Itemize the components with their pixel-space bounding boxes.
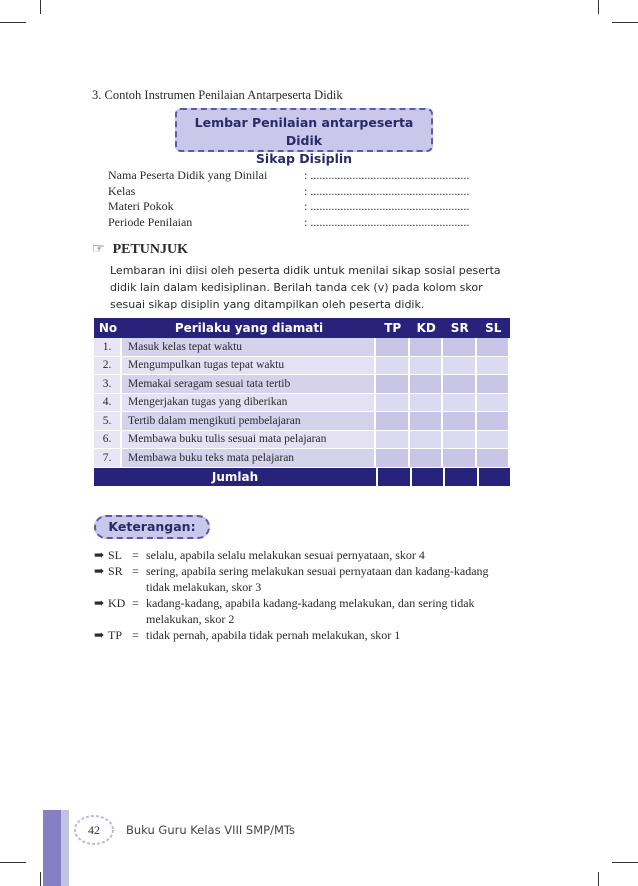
total-cell — [376, 468, 410, 486]
arrow-right-icon: ➡ — [94, 628, 105, 642]
assessment-table — [94, 318, 510, 486]
footer-text: Buku Guru Kelas VIII SMP/MTs — [126, 823, 295, 837]
score-cell[interactable] — [443, 357, 477, 376]
page-sidebar-dark — [43, 810, 61, 886]
page-sidebar-light — [61, 810, 69, 886]
arrow-right-icon: ➡ — [94, 596, 105, 610]
page-number: 42 — [88, 822, 100, 837]
score-cell[interactable] — [477, 357, 511, 376]
score-cell[interactable] — [477, 449, 511, 468]
legend-item: ➡ KD = kadang-kadang, apabila kadang-kadang melakukan, dan sering tidak melakukan, skor 2 — [94, 596, 475, 626]
legend-item: ➡ SR = sering, apabila sering melakukan sesuai pernyataan dan kadang-kadang tidak melakukan, skor 3 — [94, 564, 489, 594]
page-number-badge — [74, 815, 114, 845]
score-cell[interactable] — [477, 412, 511, 431]
arrow-right-icon: ➡ — [94, 564, 105, 578]
score-cell[interactable] — [376, 431, 410, 450]
keterangan-title: Keterangan: — [94, 515, 210, 539]
total-row — [94, 468, 510, 486]
table-row: 2. Mengumpulkan tugas tepat waktu — [94, 357, 510, 376]
field-name: Nama Peserta Didik yang Dinilai : ..................................................... — [108, 168, 470, 182]
table-header — [94, 318, 510, 338]
table-row: 5. Tertib dalam mengikuti pembelajaran — [94, 412, 510, 431]
score-cell[interactable] — [410, 357, 444, 376]
table-row: 6. Membawa buku tulis sesuai mata pelajaran — [94, 431, 510, 450]
header-sr: SR — [450, 321, 469, 335]
score-cell[interactable] — [410, 338, 444, 357]
score-cell[interactable] — [443, 449, 477, 468]
score-cell[interactable] — [477, 394, 511, 413]
table-row: 7. Membawa buku teks mata pelajaran — [94, 449, 510, 468]
score-cell[interactable] — [443, 375, 477, 394]
field-topic: Materi Pokok : ..................................................... — [108, 199, 470, 213]
score-cell[interactable] — [376, 375, 410, 394]
petunjuk-heading: ☞ PETUNJUK — [92, 242, 189, 257]
total-cell — [477, 468, 511, 486]
total-cell — [410, 468, 444, 486]
field-period: Periode Penilaian : ..................................................... — [108, 214, 470, 229]
score-cell[interactable] — [410, 394, 444, 413]
table-row: 3. Memakai seragam sesuai tata tertib — [94, 375, 510, 394]
score-cell[interactable] — [443, 338, 477, 357]
legend-list — [94, 547, 514, 643]
pointing-hand-icon: ☞ — [92, 242, 105, 257]
title-line-2: Sikap Disiplin — [255, 151, 353, 166]
identity-fields — [108, 168, 469, 230]
score-cell[interactable] — [376, 412, 410, 431]
header-kd: KD — [416, 321, 436, 335]
field-class: Kelas : ..................................................... — [108, 183, 470, 198]
title-line-1: Lembar Penilaian antarpeserta Didik — [194, 115, 414, 148]
header-no: No — [98, 321, 118, 335]
score-cell[interactable] — [410, 431, 444, 450]
score-cell[interactable] — [376, 357, 410, 376]
header-behavior: Perilaku yang diamati — [174, 321, 324, 335]
table-row: 1. Masuk kelas tepat waktu — [94, 338, 510, 357]
header-tp: TP — [384, 321, 402, 335]
score-cell[interactable] — [443, 412, 477, 431]
score-cell[interactable] — [477, 431, 511, 450]
header-sl: SL — [485, 321, 502, 335]
score-cell[interactable] — [410, 449, 444, 468]
legend-item: ➡ TP = tidak pernah, apabila tidak pernah melakukan, skor 1 — [94, 628, 401, 642]
score-cell[interactable] — [443, 394, 477, 413]
score-cell[interactable] — [376, 394, 410, 413]
petunjuk-text: Lembaran ini diisi oleh peserta didik untuk menilai sikap sosial peserta didik lain dalam kedisiplinan. Berilah tanda cek (v) pada kolom skor sesuai sikap disiplin yang ditampilkan oleh peserta didik. — [110, 264, 501, 311]
arrow-right-icon: ➡ — [94, 548, 105, 562]
score-cell[interactable] — [477, 375, 511, 394]
score-cell[interactable] — [410, 412, 444, 431]
legend-item: ➡ SL = selalu, apabila selalu melakukan sesuai pernyataan, skor 4 — [94, 548, 425, 562]
score-cell[interactable] — [376, 449, 410, 468]
total-cell — [443, 468, 477, 486]
score-cell[interactable] — [443, 431, 477, 450]
title-box — [175, 108, 433, 166]
table-row: 4. Mengerjakan tugas yang diberikan — [94, 394, 510, 413]
score-cell[interactable] — [477, 338, 511, 357]
score-cell[interactable] — [410, 375, 444, 394]
score-cell[interactable] — [376, 338, 410, 357]
total-label: Jumlah — [211, 469, 259, 484]
section-heading: 3. Contoh Instrumen Penilaian Antarpeserta Didik — [92, 88, 343, 102]
